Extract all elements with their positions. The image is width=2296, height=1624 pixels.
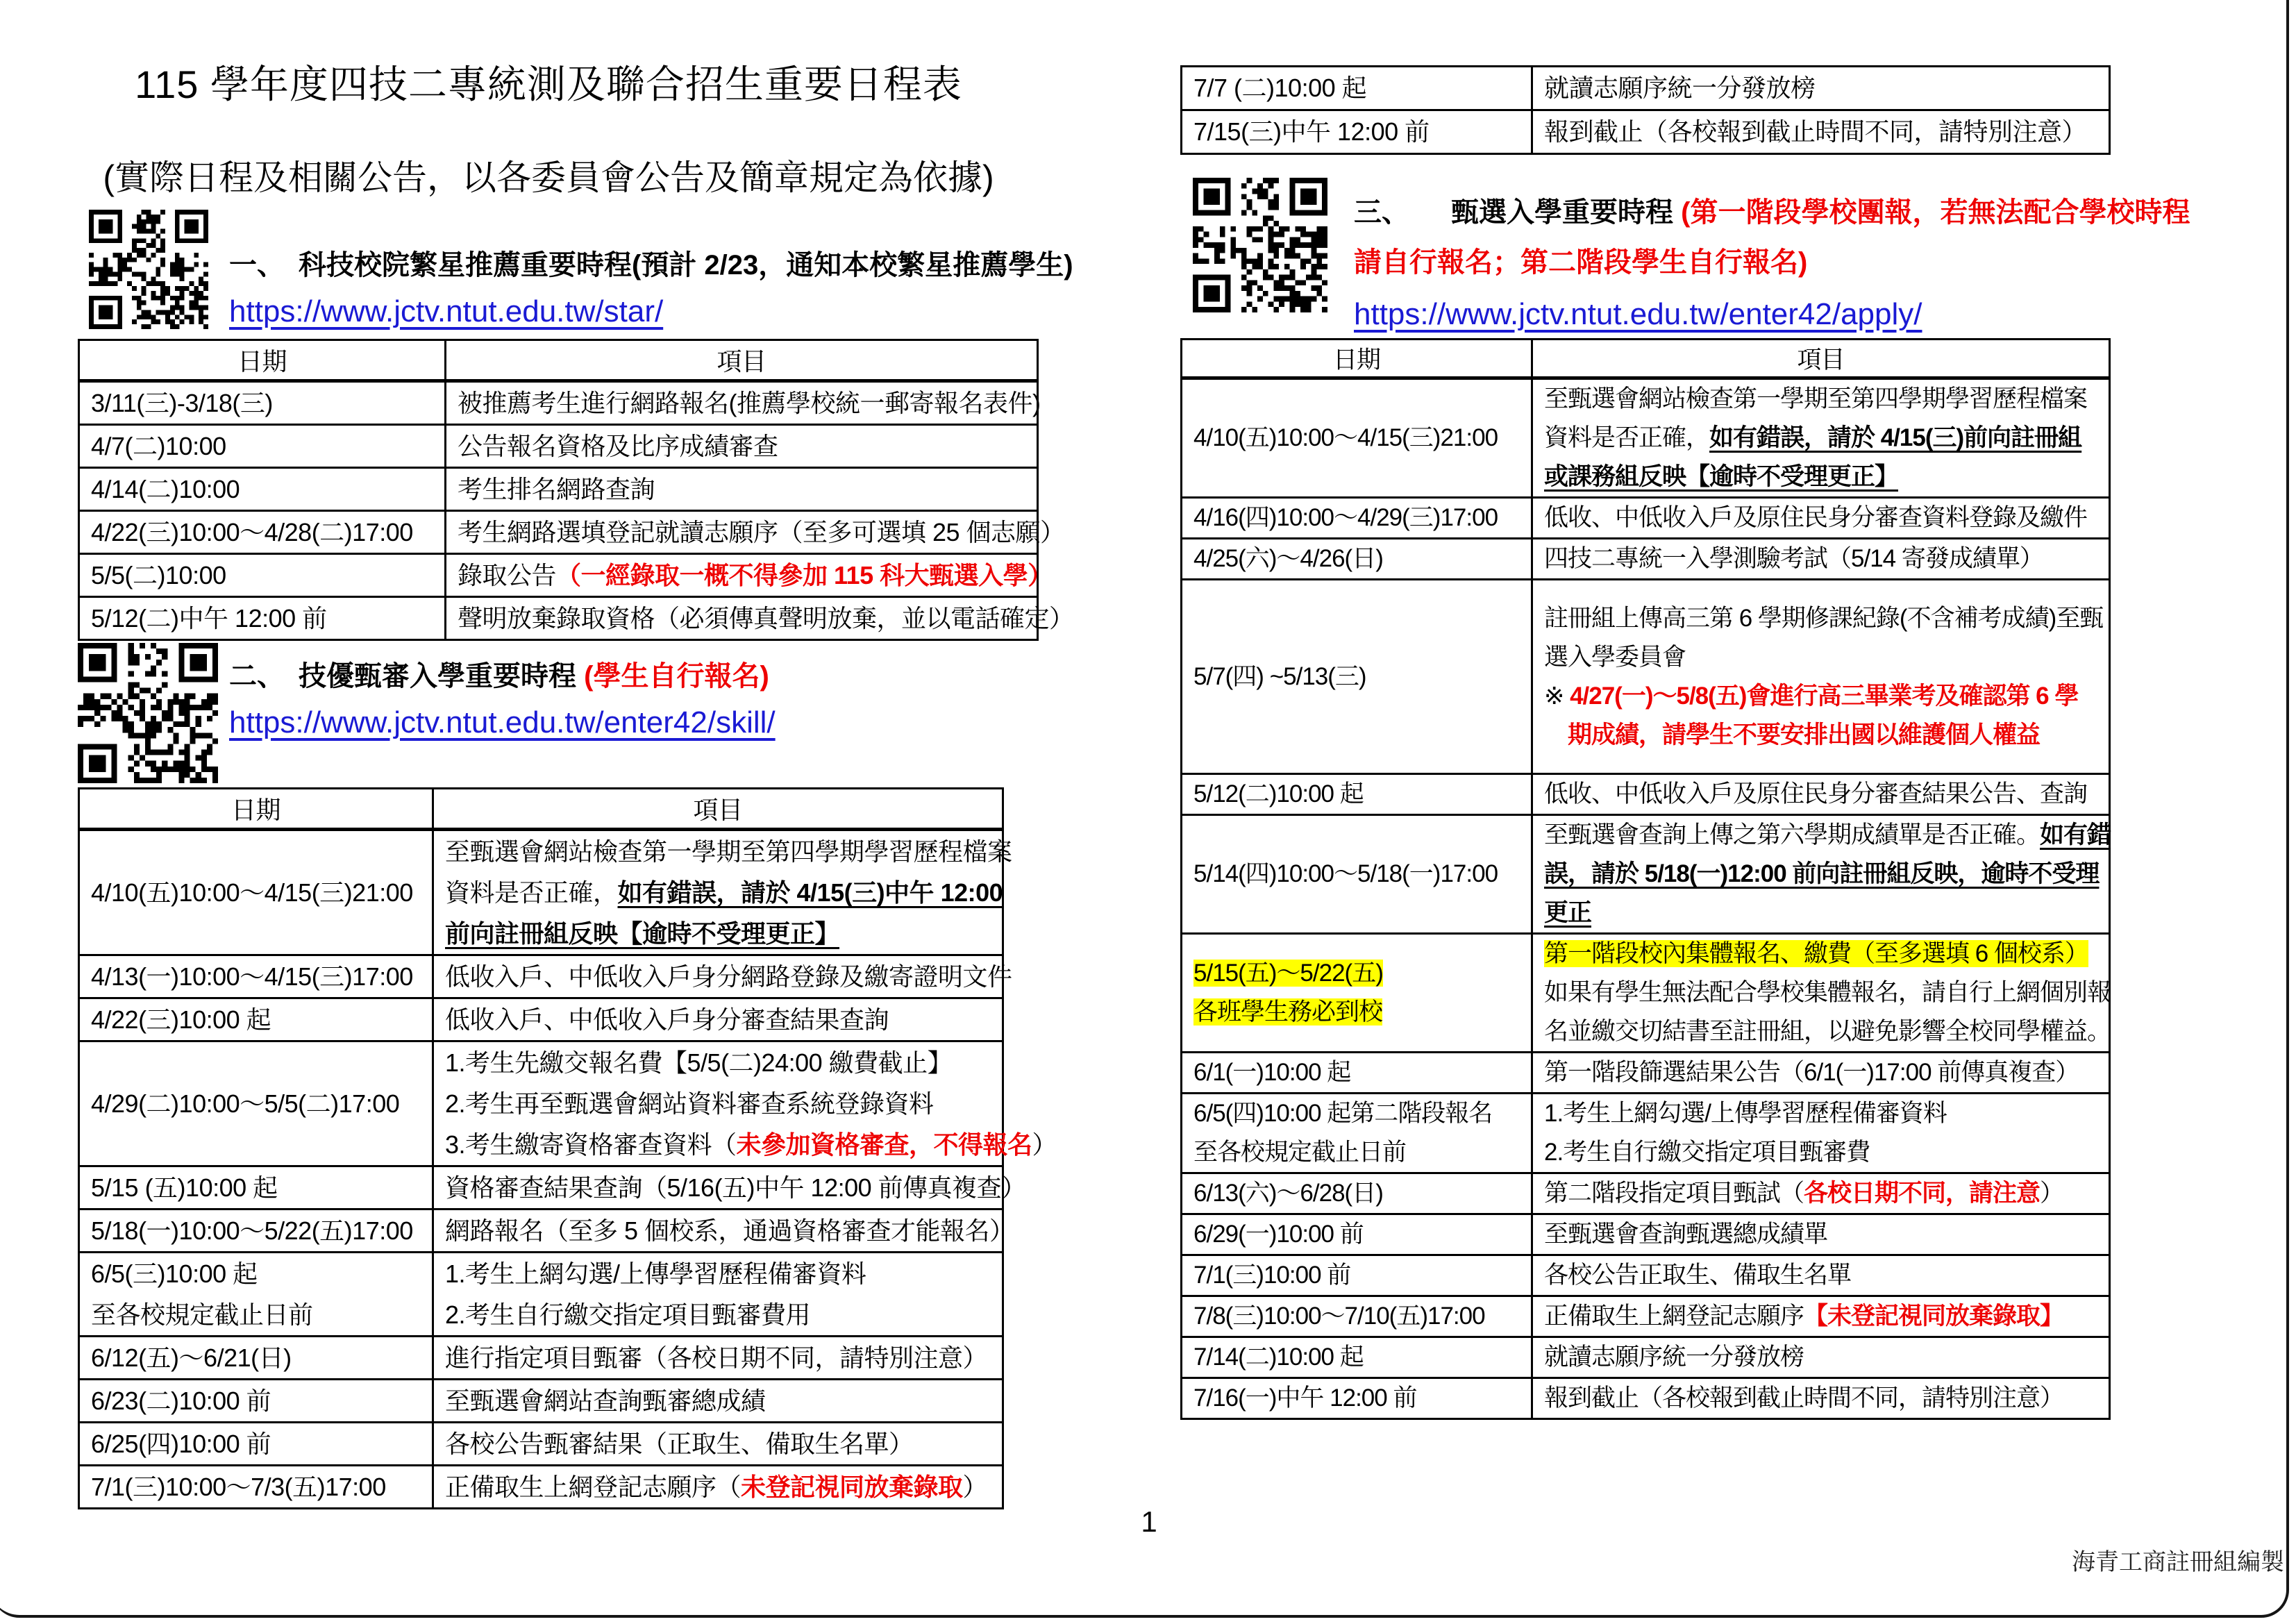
table-row (79, 1041, 1003, 1166)
table-row (79, 1466, 1003, 1509)
table-row (1182, 539, 2110, 580)
item-cell: 低收、中低收入戶及原住民身分審查資料登錄及繳件 (1532, 498, 2110, 539)
table-row (1182, 1337, 2110, 1378)
apply-url-link[interactable]: https://www.jctv.ntut.edu.tw/enter42/apply/ (1354, 297, 1922, 331)
section-2-heading: 二、 技優甄審入學重要時程 (學生自行報名) (229, 661, 769, 692)
item-cell: 錄取公告（一經錄取一概不得參加 115 科大甄選入學） (446, 554, 1038, 597)
section-3-heading: 三、 甄選入學重要時程 (第一階段學校團報，若無法配合學校時程請自行報名；第二階段學生自行報名) (1354, 197, 2190, 278)
item-cell: 被推薦考生進行網路報名(推薦學校統一郵寄報名表件) (446, 381, 1038, 425)
date-cell: 4/14(二)10:00 (79, 468, 446, 511)
date-cell: 7/1(三)10:00～7/3(五)17:00 (79, 1466, 433, 1509)
page-number: 1 (1141, 1505, 1157, 1538)
date-cell: 7/14(二)10:00 起 (1182, 1337, 1532, 1378)
table-row (1182, 1053, 2110, 1094)
date-cell: 3/11(三)-3/18(三) (79, 381, 446, 425)
table-row (79, 830, 1003, 955)
item-cell: 1.考生先繳交報名費【5/5(二)24:00 繳費截止】 2.考生再至甄選會網站資料審查系統登錄資料 3.考生繳寄資格審查資料（未參加資格審查，不得報名） (433, 1041, 1003, 1166)
date-cell: 4/22(三)10:00 起 (79, 998, 433, 1041)
item-cell: 公告報名資格及比序成績審查 (446, 425, 1038, 468)
table-row (79, 1209, 1003, 1253)
credit-text: 海青工商註冊組編製 (2072, 1549, 2284, 1575)
table-row (1182, 815, 2110, 934)
item-cell: 低收、中低收入戶及原住民身分審查結果公告、查詢 (1532, 774, 2110, 815)
date-cell: 6/5(四)10:00 起第二階段報名 至各校規定截止日前 (1182, 1094, 1532, 1173)
item-cell: 至甄選會網站檢查第一學期至第四學期學習歷程檔案 資料是否正確，如有錯誤，請於 4/15(三)前向註冊組 或課務組反映【逾時不受理更正】 (1532, 378, 2110, 498)
table-row (79, 955, 1003, 998)
table-row (1182, 774, 2110, 815)
table-row (79, 597, 1038, 640)
table-row (79, 511, 1038, 554)
item-cell: 至甄選會查詢甄選總成績單 (1532, 1214, 2110, 1255)
date-cell: 6/13(六)～6/28(日) (1182, 1173, 1532, 1214)
column-header: 項目 (1532, 340, 2110, 378)
table-row (1182, 1173, 2110, 1214)
table-row (1182, 378, 2110, 498)
date-cell: 4/16(四)10:00～4/29(三)17:00 (1182, 498, 1532, 539)
table-row (1182, 1378, 2110, 1419)
item-cell: 正備取生上網登記志願序【未登記視同放棄錄取】 (1532, 1296, 2110, 1337)
date-cell: 5/18(一)10:00～5/22(五)17:00 (79, 1209, 433, 1253)
date-cell: 7/1(三)10:00 前 (1182, 1255, 1532, 1296)
item-cell: 1.考生上網勾選/上傳學習歷程備審資料 2.考生自行繳交指定項目甄審費 (1532, 1094, 2110, 1173)
item-cell: 低收入戶、中低收入戶身分審查結果查詢 (433, 998, 1003, 1041)
item-cell: 報到截止（各校報到截止時間不同，請特別注意） (1532, 1378, 2110, 1419)
schedule-table-skill (78, 787, 1057, 1509)
item-cell: 低收入戶、中低收入戶身分網路登錄及繳寄證明文件 (433, 955, 1003, 998)
column-header: 日期 (79, 789, 433, 830)
date-cell: 5/12(二)10:00 起 (1182, 774, 1532, 815)
qr-code-icon (1193, 178, 1327, 312)
table-row (79, 1166, 1003, 1209)
date-cell: 5/12(二)中午 12:00 前 (79, 597, 446, 640)
column-header: 日期 (1182, 340, 1532, 378)
item-cell: 資格審查結果查詢（5/16(五)中午 12:00 前傳真複查） (433, 1166, 1003, 1209)
item-cell: 第一階段校內集體報名、繳費（至多選填 6 個校系） 如果有學生無法配合學校集體報名，請自行上網個別報 名並繳交切結書至註冊組，以避免影響全校同學權益。 (1532, 934, 2110, 1053)
date-cell: 6/12(五)～6/21(日) (79, 1337, 433, 1380)
date-cell: 4/10(五)10:00～4/15(三)21:00 (1182, 378, 1532, 498)
table-row (79, 381, 1038, 425)
item-cell: 各校公告甄審結果（正取生、備取生名單） (433, 1423, 1003, 1466)
item-cell: 就讀志願序統一分發放榜 (1532, 67, 2110, 110)
date-cell: 6/29(一)10:00 前 (1182, 1214, 1532, 1255)
item-cell: 聲明放棄錄取資格（必須傳真聲明放棄，並以電話確定） (446, 597, 1038, 640)
date-cell: 5/15 (五)10:00 起 (79, 1166, 433, 1209)
table-row (1182, 1296, 2110, 1337)
date-cell: 4/10(五)10:00～4/15(三)21:00 (79, 830, 433, 955)
date-cell: 5/14(四)10:00～5/18(一)17:00 (1182, 815, 1532, 934)
schedule-table-apply (1180, 338, 2111, 1420)
date-cell: 4/22(三)10:00～4/28(二)17:00 (79, 511, 446, 554)
item-cell: 至甄選會網站檢查第一學期至第四學期學習歷程檔案 資料是否正確，如有錯誤，請於 4/15(三)中午 12:00 前向註冊組反映【逾時不受理更正】 (433, 830, 1003, 955)
table-row (1182, 1094, 2110, 1173)
item-cell: 就讀志願序統一分發放榜 (1532, 1337, 2110, 1378)
table-row (79, 1380, 1003, 1423)
schedule-table-skill-continued (1180, 65, 2111, 155)
date-cell: 4/7(二)10:00 (79, 425, 446, 468)
table-row (1182, 67, 2110, 110)
column-header: 日期 (79, 340, 446, 381)
date-cell: 6/25(四)10:00 前 (79, 1423, 433, 1466)
date-cell: 6/23(二)10:00 前 (79, 1380, 433, 1423)
date-cell: 7/16(一)中午 12:00 前 (1182, 1378, 1532, 1419)
item-cell: 註冊組上傳高三第 6 學期修課紀錄(不含補考成績)至甄 選入學委員會 ※ 4/27(一)～5/8(五)會進行高三畢業考及確認第 6 學 期成績，請學生不要安排出國以維護個人權益 (1532, 580, 2110, 774)
star-url-link[interactable]: https://www.jctv.ntut.edu.tw/star/ (229, 294, 664, 328)
date-cell: 7/15(三)中午 12:00 前 (1182, 110, 1532, 154)
schedule-table-star (78, 339, 1074, 641)
table-row (1182, 1255, 2110, 1296)
section-1-heading: 一、 科技校院繁星推薦重要時程(預計 2/23，通知本校繁星推薦學生) (229, 250, 1073, 281)
item-cell: 進行指定項目甄審（各校日期不同，請特別注意） (433, 1337, 1003, 1380)
item-cell: 正備取生上網登記志願序（未登記視同放棄錄取） (433, 1466, 1003, 1509)
item-cell: 考生排名網路查詢 (446, 468, 1038, 511)
date-cell: 5/7(四) ~5/13(三) (1182, 580, 1532, 774)
item-cell: 各校公告正取生、備取生名單 (1532, 1255, 2110, 1296)
date-cell: 5/5(二)10:00 (79, 554, 446, 597)
item-cell: 第二階段指定項目甄試（各校日期不同，請注意） (1532, 1173, 2110, 1214)
column-header: 項目 (433, 789, 1003, 830)
table-row (1182, 110, 2110, 154)
item-cell: 1.考生上網勾選/上傳學習歷程備審資料 2.考生自行繳交指定項目甄審費用 (433, 1253, 1003, 1337)
item-cell: 第一階段篩選結果公告（6/1(一)17:00 前傳真複查） (1532, 1053, 2110, 1094)
date-cell: 7/8(三)10:00～7/10(五)17:00 (1182, 1296, 1532, 1337)
item-cell: 網路報名（至多 5 個校系，通過資格審查才能報名） (433, 1209, 1003, 1253)
item-cell: 至甄選會網站查詢甄審總成績 (433, 1380, 1003, 1423)
item-cell: 至甄選會查詢上傳之第六學期成績單是否正確。如有錯 誤，請於 5/18(一)12:00 前向註冊組反映，逾時不受理 更正 (1532, 815, 2110, 934)
date-cell: 6/1(一)10:00 起 (1182, 1053, 1532, 1094)
date-cell: 5/15(五)～5/22(五) 各班學生務必到校 (1182, 934, 1532, 1053)
date-cell: 4/13(一)10:00～4/15(三)17:00 (79, 955, 433, 998)
qr-code-icon (89, 210, 208, 329)
date-cell: 7/7 (二)10:00 起 (1182, 67, 1532, 110)
page-subtitle: (實際日程及相關公告，以各委員會公告及簡章規定為依據) (103, 158, 994, 197)
table-row (79, 1423, 1003, 1466)
table-row (1182, 580, 2110, 774)
item-cell: 四技二專統一入學測驗考試（5/14 寄發成績單） (1532, 539, 2110, 580)
table-row (79, 425, 1038, 468)
table-row (79, 554, 1038, 597)
table-row (79, 998, 1003, 1041)
date-cell: 6/5(三)10:00 起 至各校規定截止日前 (79, 1253, 433, 1337)
table-row (1182, 1214, 2110, 1255)
qr-code-icon (78, 643, 218, 783)
table-row (1182, 498, 2110, 539)
table-row (79, 1253, 1003, 1337)
table-row (79, 468, 1038, 511)
date-cell: 4/25(六)～4/26(日) (1182, 539, 1532, 580)
page-title: 115 學年度四技二專統測及聯合招生重要日程表 (135, 62, 962, 106)
item-cell: 報到截止（各校報到截止時間不同，請特別注意） (1532, 110, 2110, 154)
skill-url-link[interactable]: https://www.jctv.ntut.edu.tw/enter42/skill/ (229, 705, 776, 739)
table-row (79, 1337, 1003, 1380)
date-cell: 4/29(二)10:00～5/5(二)17:00 (79, 1041, 433, 1166)
table-row (1182, 934, 2110, 1053)
column-header: 項目 (446, 340, 1038, 381)
item-cell: 考生網路選填登記就讀志願序（至多可選填 25 個志願） (446, 511, 1038, 554)
